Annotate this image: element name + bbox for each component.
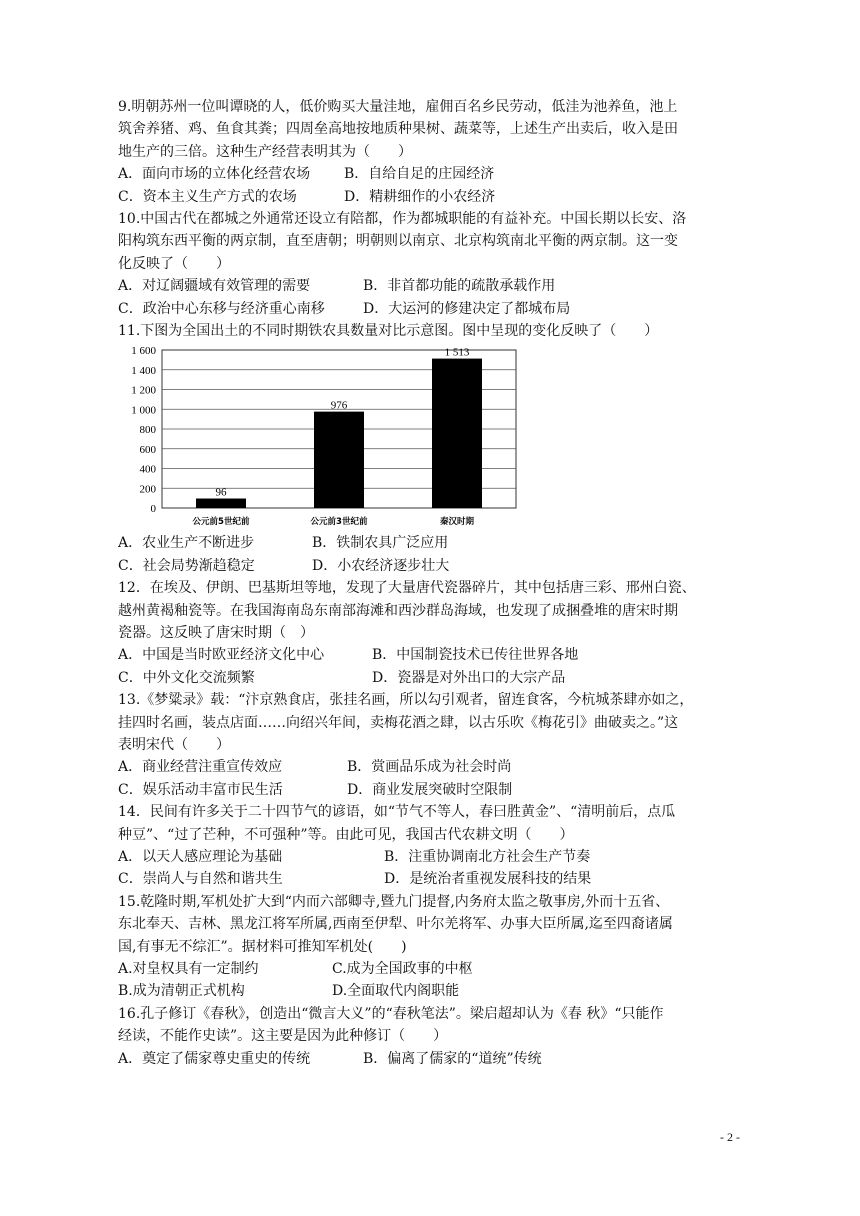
question-stem-line: 筑舍养猪、鸡、鱼食其粪；四周垒高地按地质种果树、蔬菜等，上述生产出卖后，收入是田 [118, 121, 678, 138]
question-14 [118, 801, 742, 891]
option-b: B．自给自足的庄园经济 [344, 166, 495, 183]
question-15 [118, 891, 742, 1003]
data-label: 96 [215, 486, 227, 499]
data-label: 1 513 [444, 346, 470, 359]
question-stem-line: 16.孔子修订《春秋》，创造出“微言大义”的“春秋笔法”。梁启超却认为《春 秋》“只能作 [118, 1005, 664, 1022]
question-10 [118, 208, 742, 320]
option-c: C．娱乐活动丰富市民生活 [118, 781, 283, 798]
option-a: A．对辽阔疆域有效管理的需要 [118, 278, 311, 295]
option-a: A.对皇权具有一定制约 [118, 960, 259, 977]
y-tick-label: 1 600 [131, 345, 156, 358]
question-stem-line: 越州黄褐釉瓷等。在我国海南岛东南部海滩和西沙群岛海域，也发现了成捆叠堆的唐宋时期 [118, 602, 678, 619]
option-b: B．赏画品乐成为社会时尚 [347, 759, 512, 776]
option-d: D.全面取代内阁职能 [332, 983, 460, 1000]
question-stem-line: 15.乾隆时期,军机处扩大到“内而六部卿寺,暨九门提督,内务府太监之敬事房,外而十五省、 [118, 893, 670, 910]
option-b: B.成为清朝正式机构 [118, 983, 245, 1000]
question-stem-line: 14．民间有许多关于二十四节气的谚语，如“节气不等人，春曰胜黄金”、“清明前后，点瓜 [118, 804, 676, 821]
option-a: A．商业经营注重宣传效应 [118, 759, 283, 776]
bar [196, 499, 246, 508]
question-stem-line: 种豆”、“过了芒种，不可强种”等。由此可见，我国古代农耕文明（ ） [118, 826, 574, 843]
option-d: D．小农经济逐步壮大 [312, 557, 450, 574]
question-stem-line: 表明宋代（ ） [118, 736, 230, 753]
question-16 [118, 1003, 742, 1070]
option-b: B．非首都功能的疏散承载作用 [363, 278, 556, 295]
option-c: C．中外文化交流频繁 [118, 669, 255, 686]
option-c: C．崇尚人与自然和谐共生 [118, 871, 283, 888]
y-tick-label: 1 200 [131, 384, 156, 397]
option-d: D．精耕细作的小农经济 [344, 188, 496, 205]
question-11 [118, 320, 742, 577]
option-d: D．瓷器是对外出口的大宗产品 [372, 669, 566, 686]
y-tick-label: 1 400 [131, 365, 156, 378]
option-b: B．注重协调南北方社会生产节奏 [384, 848, 591, 865]
y-tick-label: 400 [139, 463, 156, 476]
question-stem-line: 化反映了（ ） [118, 255, 230, 272]
question-stem-line: 地生产的三倍。这种生产经营表明其为（ ） [118, 143, 412, 160]
option-b: B．铁制农具广泛应用 [312, 535, 449, 552]
option-a: A．奠定了儒家尊史重史的传统 [118, 1050, 311, 1067]
data-label: 976 [330, 399, 348, 412]
iron-tools-bar-chart [118, 344, 522, 530]
question-stem-line: 国,有事无不综汇”。据材料可推知军机处( ) [118, 938, 407, 955]
option-a: A．面向市场的立体化经营农场 [118, 166, 311, 183]
question-stem-line: 11.下图为全国出土的不同时期铁农具数量对比示意图。图中呈现的变化反映了（ ） [118, 322, 659, 339]
option-d: D．大运河的修建决定了都城布局 [363, 300, 571, 317]
page-number: - 2 - [720, 1130, 740, 1144]
option-a: A．以天人感应理论为基础 [118, 848, 283, 865]
question-stem-line: 10.中国古代在都城之外通常还设立有陪都，作为都城职能的有益补充。中国长期以长安、洛 [118, 210, 687, 227]
question-13 [118, 689, 742, 801]
question-stem-line: 瓷器。这反映了唐宋时期（ ） [118, 624, 314, 641]
option-a: A．中国是当时欧亚经济文化中心 [118, 647, 325, 664]
y-tick-label: 600 [139, 444, 156, 457]
question-stem-line: 挂四时名画，装点店面……向绍兴年间，卖梅花酒之肆，以古乐吹《梅花引》曲破卖之。”这 [118, 714, 679, 731]
y-tick-label: 200 [139, 483, 156, 496]
y-tick-label: 1 000 [131, 404, 156, 417]
question-stem-line: 9.明朝苏州一位叫谭晓的人，低价购买大量洼地，雇佣百名乡民劳动，低洼为池养鱼，池上 [118, 99, 678, 115]
option-d: D．是统治者重视发展科技的结果 [384, 871, 592, 888]
x-category-label: 公元前5世纪前 [192, 517, 250, 528]
x-category-label: 公元前3世纪前 [310, 517, 368, 528]
x-category-label: 秦汉时期 [439, 517, 475, 528]
question-stem-line: 东北奉天、吉林、黑龙江将军所属,西南至伊犁、叶尔羌将军、办事大臣所属,迄至四裔诸属 [118, 916, 673, 933]
question-stem-line: 阳构筑东西平衡的两京制，直至唐朝；明朝则以南京、北京构筑南北平衡的两京制。这一变 [118, 233, 678, 250]
option-c: C．社会局势渐趋稳定 [118, 557, 255, 574]
y-tick-label: 0 [150, 503, 156, 516]
y-tick-label: 800 [139, 424, 156, 437]
question-12 [118, 577, 742, 689]
chart-svg [118, 344, 522, 530]
option-d: D．商业发展突破时空限制 [347, 781, 513, 798]
option-c: C．政治中心东移与经济重心南移 [118, 300, 325, 317]
option-a: A．农业生产不断进步 [118, 535, 255, 552]
option-b: B．偏离了儒家的“道统”传统 [363, 1050, 542, 1067]
question-stem-line: 12．在埃及、伊朗、巴基斯坦等地，发现了大量唐代瓷器碎片，其中包括唐三彩、邢州白瓷、 [118, 580, 696, 597]
bar [314, 412, 364, 508]
bar [432, 359, 482, 508]
question-stem-line: 13.《梦粱录》载：“汴京熟食店，张挂名画，所以勾引观者，留连食客，今杭城茶肆亦如之， [118, 692, 694, 709]
option-b: B．中国制瓷技术已传往世界各地 [372, 647, 579, 664]
exam-page [118, 96, 742, 1070]
question-stem-line: 经读，不能作史读”。这主要是因为此种修订（ ） [118, 1028, 448, 1045]
option-c: C．资本主义生产方式的农场 [118, 188, 297, 205]
option-c: C.成为全国政事的中枢 [332, 960, 473, 977]
question-9 [118, 96, 742, 208]
